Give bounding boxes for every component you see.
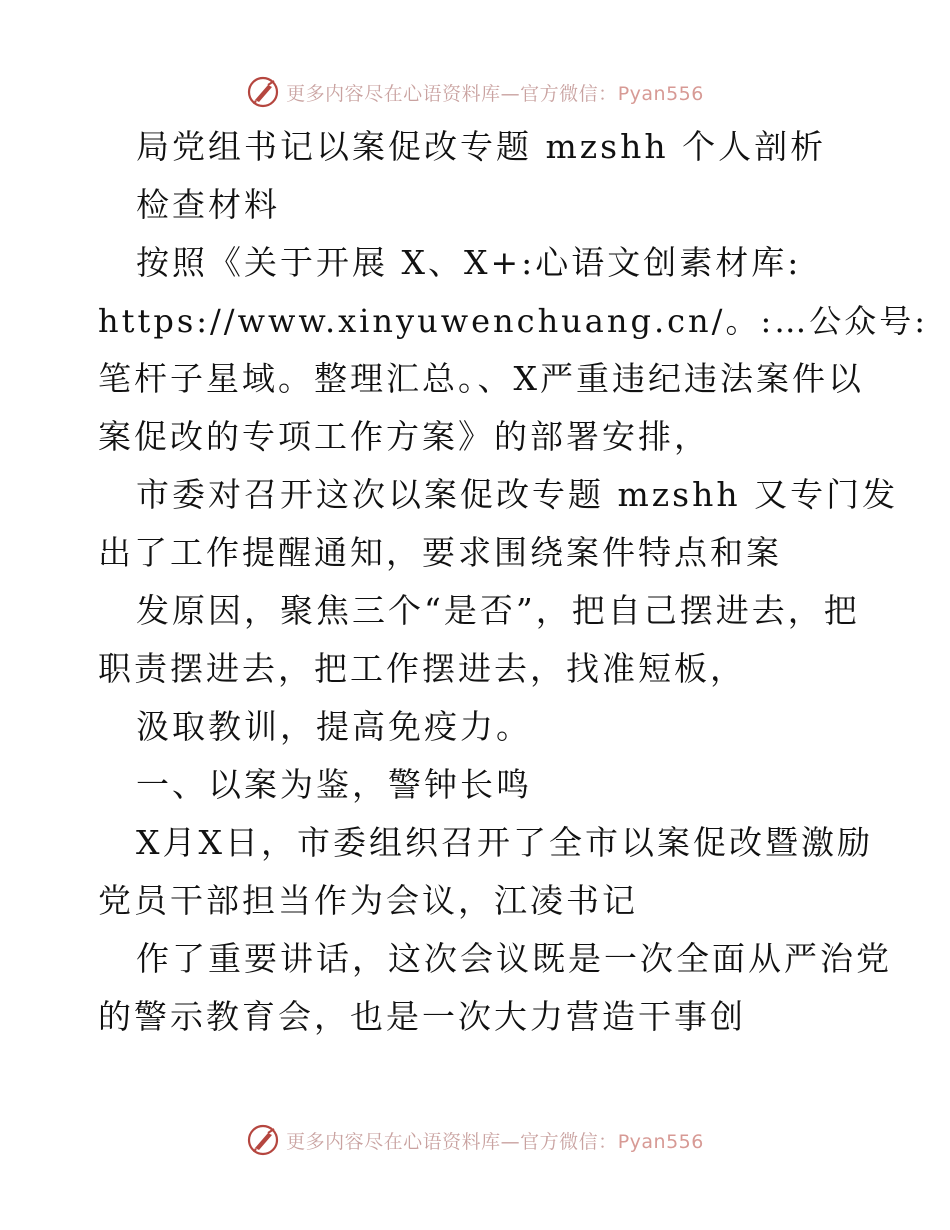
paragraph-line: 作了重要讲话，这次会议既是一次全面从严治党 — [136, 939, 892, 978]
banner-separator: — — [500, 82, 521, 105]
section-heading: 一、以案为鉴，警钟长鸣 — [136, 765, 532, 804]
paragraph-line: 党员干部担当作为会议，江凌书记 — [98, 881, 638, 920]
paragraph-line: 发原因，聚焦三个“是否”，把自己摆进去，把 — [136, 591, 860, 630]
banner-text — [286, 1127, 704, 1154]
footer-banner — [0, 1120, 950, 1160]
quill-logo-icon — [246, 75, 280, 109]
paragraph-line: 市委对召开这次以案促改专题 mzshh 又专门发 — [136, 475, 899, 514]
banner-separator: — — [500, 1130, 521, 1153]
paragraph-line: 汲取教训，提高免疫力。 — [136, 707, 532, 746]
title-line-2: 检查材料 — [136, 185, 280, 224]
paragraph-line: 职责摆进去，把工作摆进去，找准短板， — [98, 649, 746, 688]
quill-logo-icon — [246, 1123, 280, 1157]
banner-text — [286, 79, 704, 106]
paragraph-line: https://www.xinyuwenchuang.cn/。:…公众号: — [98, 302, 929, 340]
paragraph-line: 按照《关于开展 X、X+:心语文创素材库: — [136, 243, 802, 282]
header-banner — [0, 72, 950, 112]
paragraph-line: X月X日，市委组织召开了全市以案促改暨激励 — [136, 823, 873, 862]
banner-account: Pyan556 — [617, 1130, 704, 1153]
banner-prefix: 更多内容尽在心语资料库 — [286, 82, 501, 105]
paragraph-line: 笔杆子星域。整理汇总。、X严重违纪违法案件以 — [98, 359, 864, 398]
banner-prefix: 更多内容尽在心语资料库 — [286, 1130, 501, 1153]
banner-official: 官方微信： — [520, 82, 618, 105]
banner-account: Pyan556 — [617, 82, 704, 105]
paragraph-line: 案促改的专项工作方案》的部署安排， — [98, 417, 710, 456]
banner-official: 官方微信： — [520, 1130, 618, 1153]
title-line-1: 局党组书记以案促改专题 mzshh 个人剖析 — [136, 127, 827, 166]
paragraph-line: 的警示教育会，也是一次大力营造干事创 — [98, 997, 746, 1036]
paragraph-line: 出了工作提醒通知，要求围绕案件特点和案 — [98, 533, 782, 572]
